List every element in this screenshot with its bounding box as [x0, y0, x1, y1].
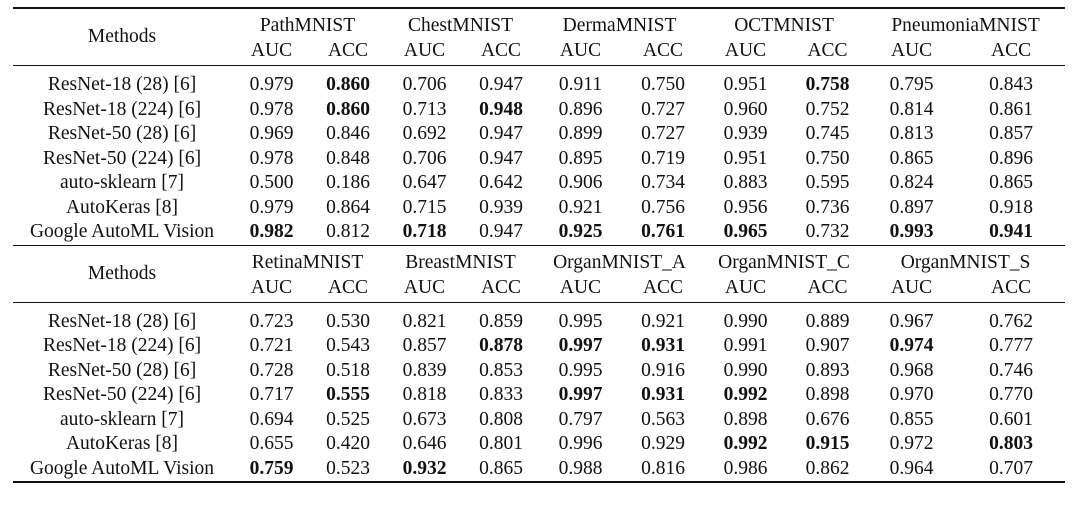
table-row	[13, 432, 1065, 457]
table-row	[13, 171, 1065, 196]
method-name: AutoKeras [8]	[65, 433, 179, 455]
dataset-header: ChestMNIST	[384, 8, 537, 37]
metric-header: AUC	[890, 40, 933, 61]
best-value: 0.992	[723, 384, 768, 406]
metric-value: 0.979	[249, 196, 294, 218]
best-value: 0.860	[326, 74, 370, 96]
table-row	[13, 220, 1065, 245]
metric-value	[465, 98, 537, 123]
best-value: 0.993	[889, 221, 934, 243]
metric-value: 0.813	[889, 123, 934, 145]
metric-header: AUC	[250, 40, 293, 61]
dataset-header: OCTMNIST	[702, 8, 866, 37]
metric-header: ACC	[642, 40, 684, 61]
table-row	[13, 147, 1065, 172]
method-name: auto-sklearn [7]	[60, 408, 184, 430]
best-value: 0.931	[641, 335, 685, 357]
metric-value: 0.893	[805, 359, 850, 381]
metric-value: 0.824	[889, 172, 934, 194]
metric-header: ACC	[990, 40, 1032, 61]
dataset-header: OrganMNIST_S	[866, 245, 1065, 274]
metric-value	[465, 334, 537, 359]
metric-value: 0.692	[402, 123, 447, 145]
metric-value	[789, 432, 866, 457]
metric-value: 0.745	[805, 123, 850, 145]
metric-value: 0.929	[641, 433, 685, 455]
method-name: ResNet-50 (224) [6]	[42, 147, 202, 169]
metric-value: 0.964	[866, 457, 957, 483]
metric-value	[957, 432, 1065, 457]
header-rule	[13, 302, 1065, 310]
metric-value: 0.756	[641, 196, 685, 218]
metric-header: AUC	[559, 276, 602, 298]
metric-header: AUC	[890, 276, 933, 298]
method-name: ResNet-18 (28) [6]	[47, 74, 197, 96]
dataset-header: OrganMNIST_A	[537, 245, 702, 274]
metric-value: 0.988	[537, 457, 624, 483]
metric-value: 0.951	[723, 74, 768, 96]
metric-value: 0.939	[479, 196, 523, 218]
results-table	[13, 7, 1065, 483]
header-row-datasets	[13, 8, 1065, 37]
best-value: 0.761	[641, 221, 685, 243]
metric-value: 0.563	[641, 408, 685, 430]
metric-value: 0.642	[479, 172, 523, 194]
table-row	[13, 408, 1065, 433]
metric-value: 0.655	[249, 433, 294, 455]
metric-value: 0.951	[723, 147, 768, 169]
metric-value	[789, 73, 866, 98]
metric-value	[702, 432, 789, 457]
metric-value: 0.728	[249, 359, 294, 381]
metric-value: 0.601	[989, 408, 1033, 430]
metric-value: 0.750	[641, 74, 685, 96]
metric-value	[231, 220, 312, 245]
metric-value: 0.752	[805, 98, 850, 120]
metric-value: 0.978	[249, 147, 294, 169]
metric-header: AUC	[250, 276, 293, 298]
metric-value: 0.969	[249, 123, 294, 145]
metric-value: 0.968	[889, 359, 934, 381]
best-value: 0.992	[723, 433, 768, 455]
metric-value: 0.967	[889, 310, 934, 332]
metric-value: 0.746	[989, 359, 1033, 381]
metric-value: 0.770	[989, 384, 1033, 406]
metric-value: 0.816	[624, 457, 702, 483]
metric-value: 0.719	[641, 147, 685, 169]
header-separator	[13, 66, 1065, 74]
metric-value	[384, 220, 465, 245]
metric-value: 0.895	[558, 147, 603, 169]
best-value: 0.941	[989, 221, 1033, 243]
metric-value: 0.855	[889, 408, 934, 430]
metric-header: AUC	[559, 40, 602, 61]
metric-value	[537, 334, 624, 359]
metric-value: 0.921	[558, 196, 603, 218]
method-name: ResNet-50 (28) [6]	[47, 123, 197, 145]
metric-value: 0.673	[402, 408, 447, 430]
metric-value: 0.846	[326, 123, 370, 145]
metric-value: 0.960	[723, 98, 768, 120]
table-row	[13, 73, 1065, 98]
metric-value: 0.707	[957, 457, 1065, 483]
table-row	[13, 383, 1065, 408]
metric-value: 0.646	[402, 433, 447, 455]
metric-value: 0.500	[249, 172, 294, 194]
metric-value	[537, 220, 624, 245]
method-name: auto-sklearn [7]	[60, 172, 184, 194]
metric-value	[702, 383, 789, 408]
metric-value: 0.986	[702, 457, 789, 483]
metric-value: 0.530	[326, 310, 370, 332]
metric-value	[866, 220, 957, 245]
metric-value: 0.853	[479, 359, 523, 381]
metric-header: AUC	[724, 276, 767, 298]
metric-value: 0.676	[805, 408, 850, 430]
metric-value: 0.897	[889, 196, 934, 218]
table-row	[13, 310, 1065, 335]
method-name: ResNet-50 (224) [6]	[42, 384, 202, 406]
metric-value: 0.990	[723, 310, 768, 332]
metric-value: 0.947	[479, 221, 523, 243]
method-name: Google AutoML Vision	[29, 221, 215, 243]
metric-value: 0.947	[479, 74, 523, 96]
metric-value: 0.595	[805, 172, 850, 194]
metric-value: 0.865	[989, 172, 1033, 194]
best-value: 0.555	[326, 384, 370, 406]
metric-value: 0.843	[989, 74, 1033, 96]
metric-value: 0.995	[558, 359, 603, 381]
metric-value: 0.721	[249, 335, 294, 357]
best-value: 0.948	[479, 98, 523, 120]
metric-value: 0.808	[479, 408, 523, 430]
metric-value	[312, 383, 384, 408]
metric-value: 0.865	[465, 457, 537, 483]
metric-value: 0.723	[249, 310, 294, 332]
metric-value: 0.896	[558, 98, 603, 120]
metric-value	[866, 334, 957, 359]
metric-value: 0.795	[889, 74, 934, 96]
best-value: 0.759	[249, 457, 294, 479]
metric-value	[537, 383, 624, 408]
dataset-header: RetinaMNIST	[231, 245, 384, 274]
metric-value: 0.861	[989, 98, 1033, 120]
metric-value: 0.921	[641, 310, 685, 332]
method-name: Google AutoML Vision	[13, 457, 231, 483]
metric-value	[624, 334, 702, 359]
table-row	[13, 196, 1065, 221]
best-value: 0.974	[889, 335, 934, 357]
metric-value: 0.715	[402, 196, 447, 218]
header-rule	[13, 66, 1065, 74]
table-row	[13, 359, 1065, 384]
best-value: 0.803	[989, 433, 1033, 455]
best-value: 0.997	[558, 384, 603, 406]
metric-value: 0.979	[249, 74, 294, 96]
metric-value: 0.647	[402, 172, 447, 194]
metric-value: 0.939	[723, 123, 768, 145]
metric-value: 0.706	[402, 74, 447, 96]
metric-value: 0.734	[641, 172, 685, 194]
methods-header: Methods	[13, 8, 231, 66]
metric-value: 0.896	[989, 147, 1033, 169]
metric-value: 0.857	[989, 123, 1033, 145]
metric-value: 0.694	[249, 408, 294, 430]
metric-header: ACC	[990, 276, 1032, 298]
metric-header: ACC	[807, 40, 848, 61]
metric-value: 0.991	[723, 335, 768, 357]
table-row	[13, 334, 1065, 359]
metric-value: 0.995	[558, 310, 603, 332]
metric-value: 0.797	[558, 408, 603, 430]
metric-value	[624, 220, 702, 245]
method-name: ResNet-18 (224) [6]	[42, 98, 202, 120]
table-row	[13, 122, 1065, 147]
metric-value: 0.972	[889, 433, 934, 455]
metric-value: 0.865	[889, 147, 934, 169]
methods-header: Methods	[13, 245, 231, 302]
best-value: 0.860	[326, 98, 370, 120]
dataset-header: PathMNIST	[231, 8, 384, 37]
dataset-header: DermaMNIST	[537, 8, 702, 37]
metric-value: 0.727	[641, 123, 685, 145]
metric-value: 0.186	[326, 172, 370, 194]
best-value: 0.758	[805, 74, 850, 96]
method-name: AutoKeras [8]	[65, 196, 179, 218]
metric-header: AUC	[724, 40, 767, 61]
metric-value: 0.818	[402, 384, 447, 406]
metric-value: 0.839	[402, 359, 447, 381]
metric-value: 0.918	[989, 196, 1033, 218]
metric-header: AUC	[403, 276, 446, 298]
metric-value: 0.848	[326, 147, 370, 169]
metric-value: 0.777	[989, 335, 1033, 357]
metric-value: 0.801	[479, 433, 523, 455]
metric-value: 0.833	[479, 384, 523, 406]
metric-value: 0.978	[249, 98, 294, 120]
metric-value: 0.706	[402, 147, 447, 169]
header-separator	[13, 302, 1065, 310]
metric-value: 0.970	[889, 384, 934, 406]
metric-value: 0.717	[249, 384, 294, 406]
metric-value: 0.727	[641, 98, 685, 120]
best-value: 0.915	[805, 433, 850, 455]
metric-value: 0.898	[805, 384, 850, 406]
metric-value	[624, 383, 702, 408]
metric-value: 0.862	[789, 457, 866, 483]
metric-value: 0.821	[402, 310, 447, 332]
metric-value: 0.883	[723, 172, 768, 194]
metric-value	[312, 98, 384, 123]
table-row	[13, 98, 1065, 123]
metric-value: 0.898	[723, 408, 768, 430]
metric-value: 0.956	[723, 196, 768, 218]
best-value: 0.932	[402, 457, 447, 479]
best-value: 0.965	[723, 221, 768, 243]
metric-value	[702, 220, 789, 245]
metric-value: 0.947	[479, 123, 523, 145]
metric-header: ACC	[480, 276, 522, 298]
dataset-header: BreastMNIST	[384, 245, 537, 274]
metric-value: 0.732	[805, 221, 850, 243]
dataset-header: OrganMNIST_C	[702, 245, 866, 274]
metric-value	[312, 73, 384, 98]
best-value: 0.718	[402, 221, 447, 243]
metric-value: 0.525	[326, 408, 370, 430]
metric-value: 0.906	[558, 172, 603, 194]
metric-value: 0.859	[479, 310, 523, 332]
metric-value: 0.990	[723, 359, 768, 381]
metric-header: ACC	[807, 276, 848, 298]
metric-value: 0.750	[805, 147, 850, 169]
metric-value: 0.857	[402, 335, 447, 357]
metric-value: 0.518	[326, 359, 370, 381]
best-value: 0.982	[249, 221, 294, 243]
method-name: ResNet-18 (224) [6]	[42, 335, 202, 357]
metric-value: 0.907	[805, 335, 850, 357]
metric-header: ACC	[327, 40, 369, 61]
metric-value: 0.889	[805, 310, 850, 332]
metric-value	[384, 457, 465, 483]
best-value: 0.925	[558, 221, 603, 243]
metric-value: 0.736	[805, 196, 850, 218]
metric-value: 0.996	[558, 433, 603, 455]
metric-value: 0.523	[312, 457, 384, 483]
metric-value	[231, 457, 312, 483]
results-table-container	[13, 7, 1065, 483]
dataset-header: PneumoniaMNIST	[866, 8, 1065, 37]
method-name: ResNet-18 (28) [6]	[47, 310, 197, 332]
best-value: 0.931	[641, 384, 685, 406]
metric-value: 0.814	[889, 98, 934, 120]
header-row-datasets	[13, 245, 1065, 274]
best-value: 0.997	[558, 335, 603, 357]
metric-header: ACC	[480, 40, 522, 61]
metric-header: ACC	[642, 276, 684, 298]
metric-value	[957, 220, 1065, 245]
metric-value: 0.911	[558, 74, 603, 96]
table-row	[13, 457, 1065, 483]
best-value: 0.878	[479, 335, 523, 357]
metric-value: 0.916	[641, 359, 685, 381]
metric-header: ACC	[327, 276, 369, 298]
metric-value: 0.762	[989, 310, 1033, 332]
metric-value: 0.543	[326, 335, 370, 357]
metric-value: 0.812	[326, 221, 370, 243]
metric-header: AUC	[403, 40, 446, 61]
metric-value: 0.864	[326, 196, 370, 218]
metric-value: 0.947	[479, 147, 523, 169]
metric-value: 0.713	[402, 98, 447, 120]
metric-value: 0.899	[558, 123, 603, 145]
method-name: ResNet-50 (28) [6]	[47, 359, 197, 381]
metric-value: 0.420	[326, 433, 370, 455]
